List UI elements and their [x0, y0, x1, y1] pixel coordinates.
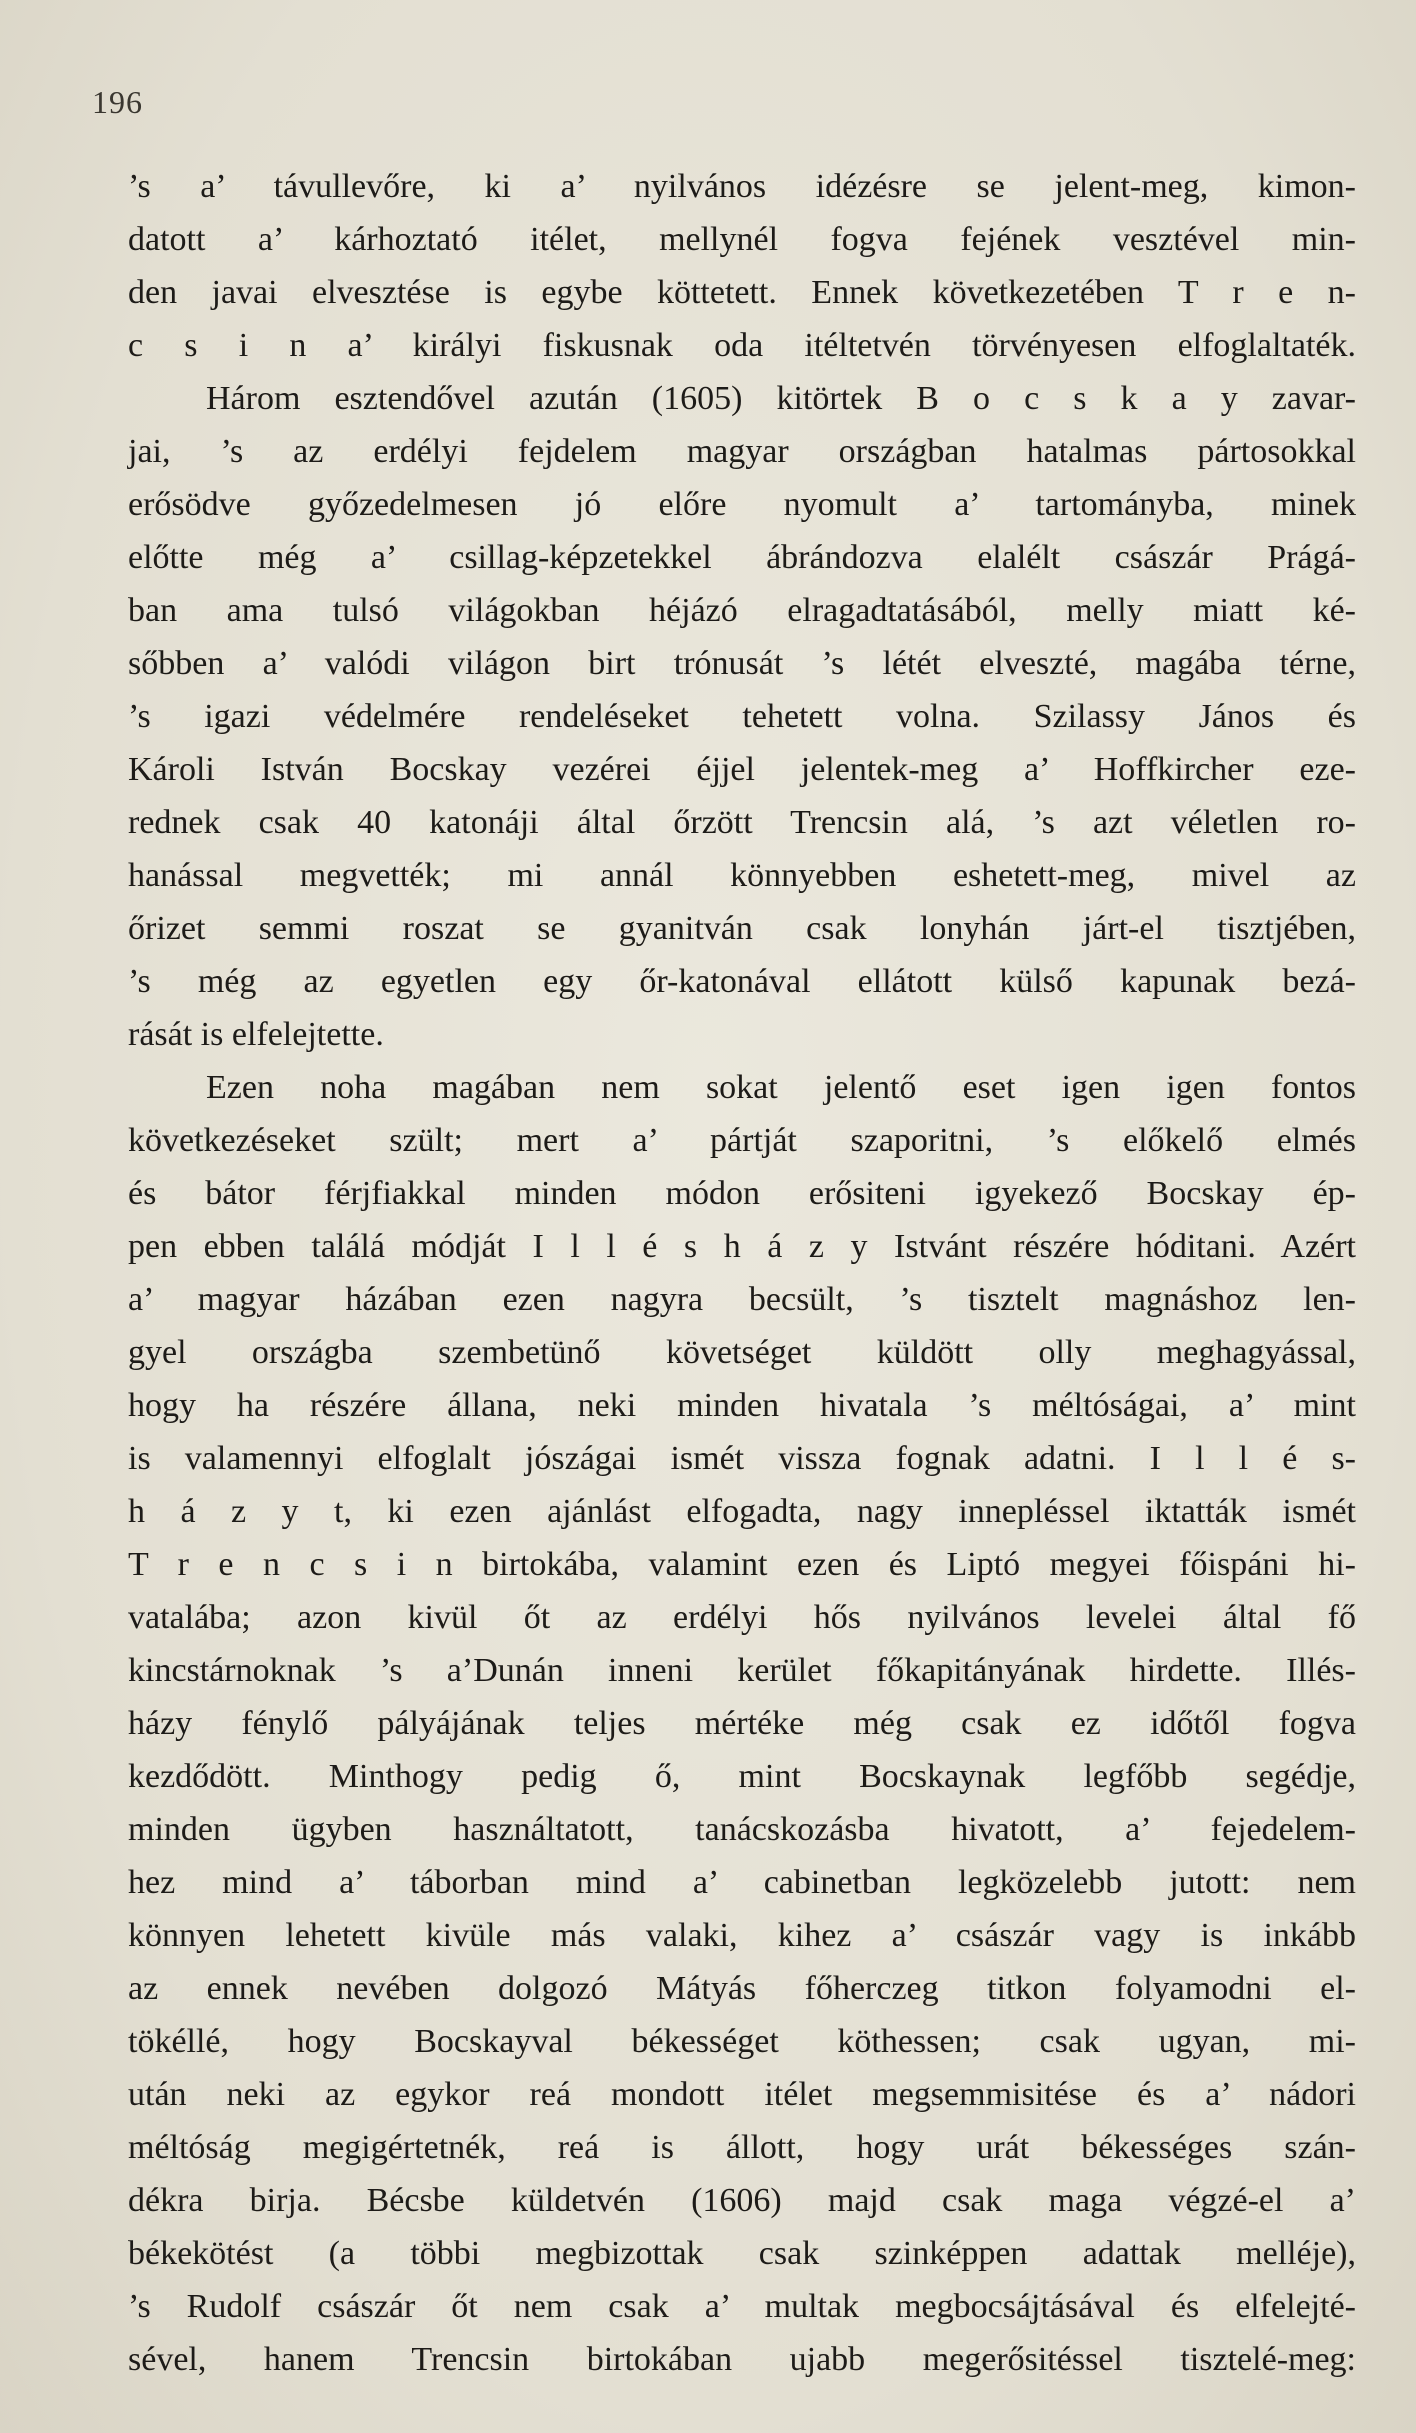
- text-line: hez mind a’ táborban mind a’ cabinetban legközelebb jutott: nem: [128, 1864, 1356, 1901]
- text-line: sőbben a’ valódi világon birt trónusát ’s létét elveszté, magába térne,: [128, 645, 1356, 682]
- text-line: ’s a’ távullevőre, ki a’ nyilvános idézésre se jelent-meg, kimon-: [128, 168, 1356, 205]
- text-line: Károli István Bocskay vezérei éjjel jelentek-meg a’ Hoffkircher eze-: [128, 751, 1356, 788]
- page-number: 196: [92, 84, 143, 120]
- text-line: datott a’ kárhoztató itélet, mellynél fogva fejének vesztével min-: [128, 221, 1356, 258]
- text-line: T r e n c s i n birtokába, valamint ezen és Liptó megyei főispáni hi-: [128, 1546, 1356, 1583]
- text-line: rednek csak 40 katonáji által őrzött Trencsin alá, ’s azt véletlen ro-: [128, 804, 1356, 841]
- text-line: ’s igazi védelmére rendeléseket tehetett volna. Szilassy János és: [128, 698, 1356, 735]
- text-line: sével, hanem Trencsin birtokában ujabb megerősitéssel tisztelé-meg:: [128, 2341, 1356, 2378]
- paragraph-end-line: rását is elfelejtette.: [128, 1016, 384, 1053]
- text-line: den javai elvesztése is egybe köttetett. Ennek következetében T r e n-: [128, 274, 1356, 311]
- text-line: is valamennyi elfoglalt jószágai ismét vissza fognak adatni. I l l é s-: [128, 1440, 1356, 1477]
- text-line: tökéllé, hogy Bocskayval békességet köthessen; csak ugyan, mi-: [128, 2023, 1356, 2060]
- text-line: őrizet semmi roszat se gyanitván csak lonyhán járt-el tisztjében,: [128, 910, 1356, 947]
- text-line: a’ magyar házában ezen nagyra becsült, ’s tisztelt magnáshoz len-: [128, 1281, 1356, 1318]
- text-line: méltóság megigértetnék, reá is állott, hogy urát békességes szán-: [128, 2129, 1356, 2166]
- text-line: ’s Rudolf császár őt nem csak a’ multak megbocsájtásával és elfelejté-: [128, 2288, 1356, 2325]
- text-line: vatalába; azon kivül őt az erdélyi hős nyilvános levelei által fő: [128, 1599, 1356, 1636]
- paragraph-start-line: Három esztendővel azután (1605) kitörtek B o c s k a y zavar-: [206, 380, 1356, 417]
- text-line: következéseket szült; mert a’ pártját szaporitni, ’s előkelő elmés: [128, 1122, 1356, 1159]
- text-line: kezdődött. Minthogy pedig ő, mint Bocskaynak legfőbb segédje,: [128, 1758, 1356, 1795]
- text-line: pen ebben találá módját I l l é s h á z y Istvánt részére hóditani. Azért: [128, 1228, 1356, 1265]
- text-line: és bátor férjfiakkal minden módon erősiteni igyekező Bocskay ép-: [128, 1175, 1356, 1212]
- text-line: kincstárnoknak ’s a’Dunán inneni kerület főkapitányának hirdette. Illés-: [128, 1652, 1356, 1689]
- text-line: az ennek nevében dolgozó Mátyás főherczeg titkon folyamodni el-: [128, 1970, 1356, 2007]
- text-line: minden ügyben használtatott, tanácskozásba hivatott, a’ fejedelem-: [128, 1811, 1356, 1848]
- text-line: hogy ha részére állana, neki minden hivatala ’s méltóságai, a’ mint: [128, 1387, 1356, 1424]
- text-line: h á z y t, ki ezen ajánlást elfogadta, nagy innepléssel iktatták ismét: [128, 1493, 1356, 1530]
- text-line: előtte még a’ csillag-képzetekkel ábrándozva elalélt császár Prágá-: [128, 539, 1356, 576]
- text-line: könnyen lehetett kivüle más valaki, kihez a’ császár vagy is inkább: [128, 1917, 1356, 1954]
- text-line: gyel országba szembetünő követséget küldött olly meghagyással,: [128, 1334, 1356, 1371]
- text-line: hanással megvették; mi annál könnyebben eshetett-meg, mivel az: [128, 857, 1356, 894]
- text-line: erősödve győzedelmesen jó előre nyomult a’ tartományba, minek: [128, 486, 1356, 523]
- text-line: békekötést (a többi megbizottak csak szinképpen adattak melléje),: [128, 2235, 1356, 2272]
- text-line: jai, ’s az erdélyi fejdelem magyar országban hatalmas pártosokkal: [128, 433, 1356, 470]
- text-line: után neki az egykor reá mondott itélet megsemmisitése és a’ nádori: [128, 2076, 1356, 2113]
- body-text: [128, 160, 1356, 2386]
- text-line: c s i n a’ királyi fiskusnak oda itéltetvén törvényesen elfoglaltaték.: [128, 327, 1356, 364]
- text-line: ’s még az egyetlen egy őr-katonával ellátott külső kapunak bezá-: [128, 963, 1356, 1000]
- text-line: ban ama tulsó világokban héjázó elragadtatásából, melly miatt ké-: [128, 592, 1356, 629]
- text-line: házy fénylő pályájának teljes mértéke még csak ez időtől fogva: [128, 1705, 1356, 1742]
- text-line: dékra birja. Bécsbe küldetvén (1606) majd csak maga végzé-el a’: [128, 2182, 1356, 2219]
- paragraph-start-line: Ezen noha magában nem sokat jelentő eset igen igen fontos: [206, 1069, 1356, 1106]
